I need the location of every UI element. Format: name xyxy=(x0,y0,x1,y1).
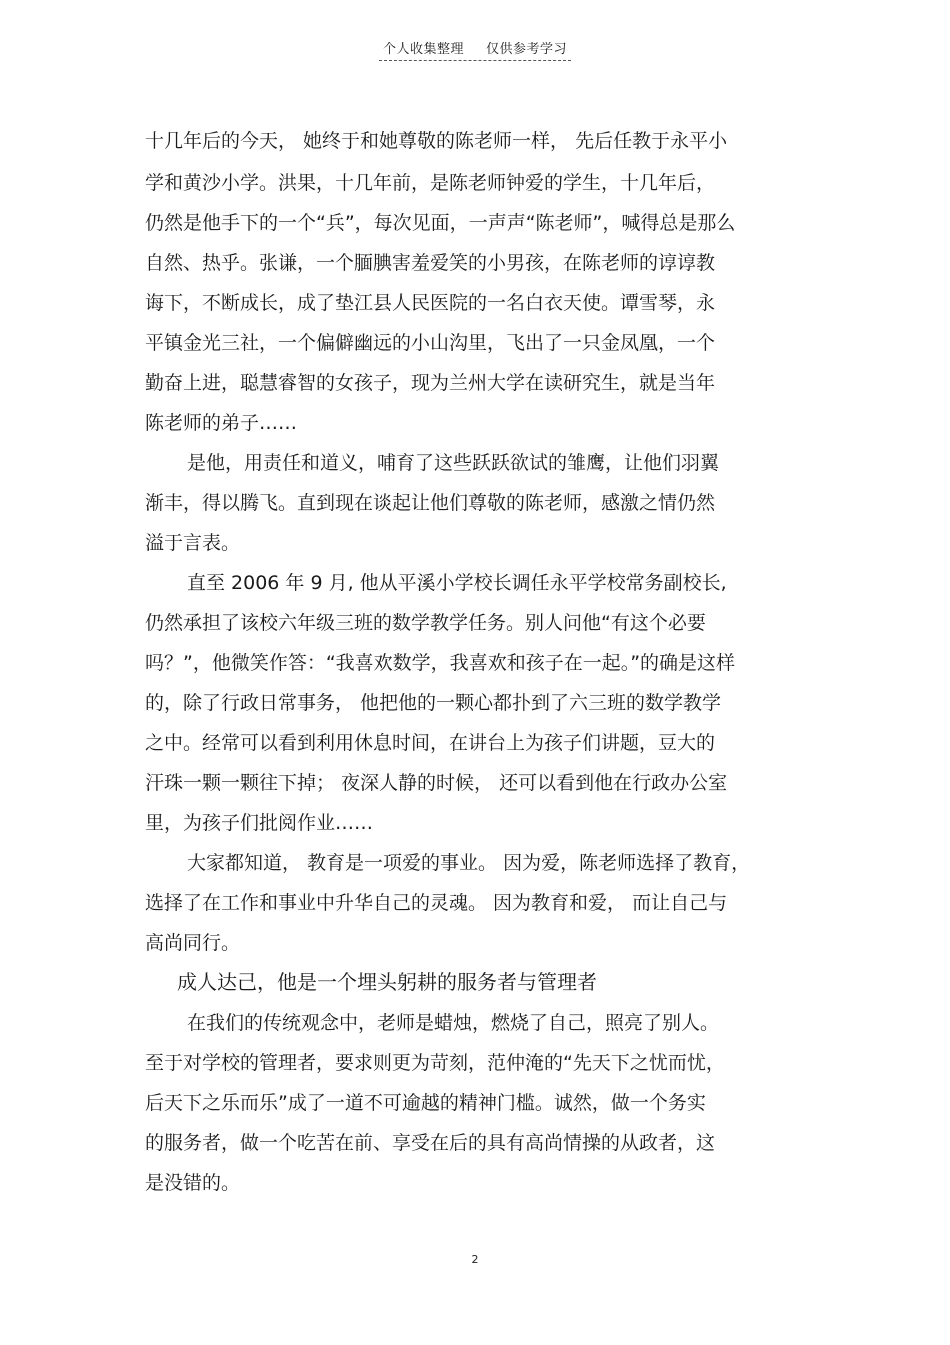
text-line: 仍然承担了该校六年级三班的数学教学任务。别人问他“有这个必要 xyxy=(145,612,706,634)
text-line: 选择了在工作和事业中升华自己的灵魂。 因为教育和爱， 而让自己与 xyxy=(145,892,728,914)
page-header xyxy=(0,38,950,61)
text-line: 平镇金光三社，一个偏僻幽远的小山沟里，飞出了一只金凤凰，一个 xyxy=(145,332,716,354)
text-line: 至于对学校的管理者，要求则更为苛刻，范仲淹的“先天下之忧而忧， xyxy=(145,1052,725,1074)
header-right: 仅供参考学习 xyxy=(486,42,568,57)
text-line: 渐丰，得以腾飞。直到现在谈起让他们尊敬的陈老师，感激之情仍然 xyxy=(145,492,716,514)
text-line: 的，除了行政日常事务， 他把他的一颗心都扑到了六三班的数学教学 xyxy=(145,692,722,714)
text-line: 仍然是他手下的一个“兵”，每次见面，一声声“陈老师”，喊得总是那么 xyxy=(145,212,736,234)
text-line: 十几年后的今天， 她终于和她尊敬的陈老师一样， 先后任教于永平小 xyxy=(145,130,728,152)
page-number: 2 xyxy=(471,1253,479,1266)
paragraph-first-line: 直至 2006 年 9 月, 他从平溪小学校长调任永平学校常务副校长, xyxy=(187,572,727,594)
section-heading: 成人达己，他是一个埋头躬耕的服务者与管理者 xyxy=(177,970,597,994)
text-line: 勤奋上进，聪慧睿智的女孩子，现为兰州大学在读研究生，就是当年 xyxy=(145,372,716,394)
paragraph-first-line: 是他，用责任和道义，哺育了这些跃跃欲试的雏鹰，让他们羽翼 xyxy=(187,452,720,474)
header-text xyxy=(379,38,571,61)
text-line: 里，为孩子们批阅作业…… xyxy=(145,812,374,834)
text-line: 吗？”，他微笑作答：“我喜欢数学，我喜欢和孩子在一起。”的确是这样 xyxy=(145,652,736,674)
paragraph-first-line: 在我们的传统观念中，老师是蜡烛，燃烧了自己，照亮了别人。 xyxy=(187,1012,720,1034)
text-line: 是没错的。 xyxy=(145,1172,241,1194)
paragraph-first-line: 大家都知道， 教育是一项爱的事业。 因为爱，陈老师选择了教育， xyxy=(187,852,751,874)
header-left: 个人收集整理 xyxy=(382,42,464,57)
text-line: 学和黄沙小学。洪果，十几年前，是陈老师钟爱的学生，十几年后， xyxy=(145,172,716,194)
text-line: 陈老师的弟子…… xyxy=(145,412,298,434)
text-line: 后天下之乐而乐”成了一道不可逾越的精神门槛。诚然，做一个务实 xyxy=(145,1092,706,1114)
text-line: 溢于言表。 xyxy=(145,532,241,554)
text-line: 的服务者，做一个吃苦在前、享受在后的具有高尚情操的从政者，这 xyxy=(145,1132,716,1154)
text-line: 汗珠一颗一颗往下掉； 夜深人静的时候， 还可以看到他在行政办公室 xyxy=(145,772,728,794)
text-line: 之中。经常可以看到利用休息时间，在讲台上为孩子们讲题，豆大的 xyxy=(145,732,716,754)
text-line: 诲下，不断成长，成了垫江县人民医院的一名白衣天使。谭雪琴，永 xyxy=(145,292,716,314)
text-line: 高尚同行。 xyxy=(145,932,241,954)
text-line: 自然、热乎。张谦，一个腼腆害羞爱笑的小男孩，在陈老师的谆谆教 xyxy=(145,252,716,274)
